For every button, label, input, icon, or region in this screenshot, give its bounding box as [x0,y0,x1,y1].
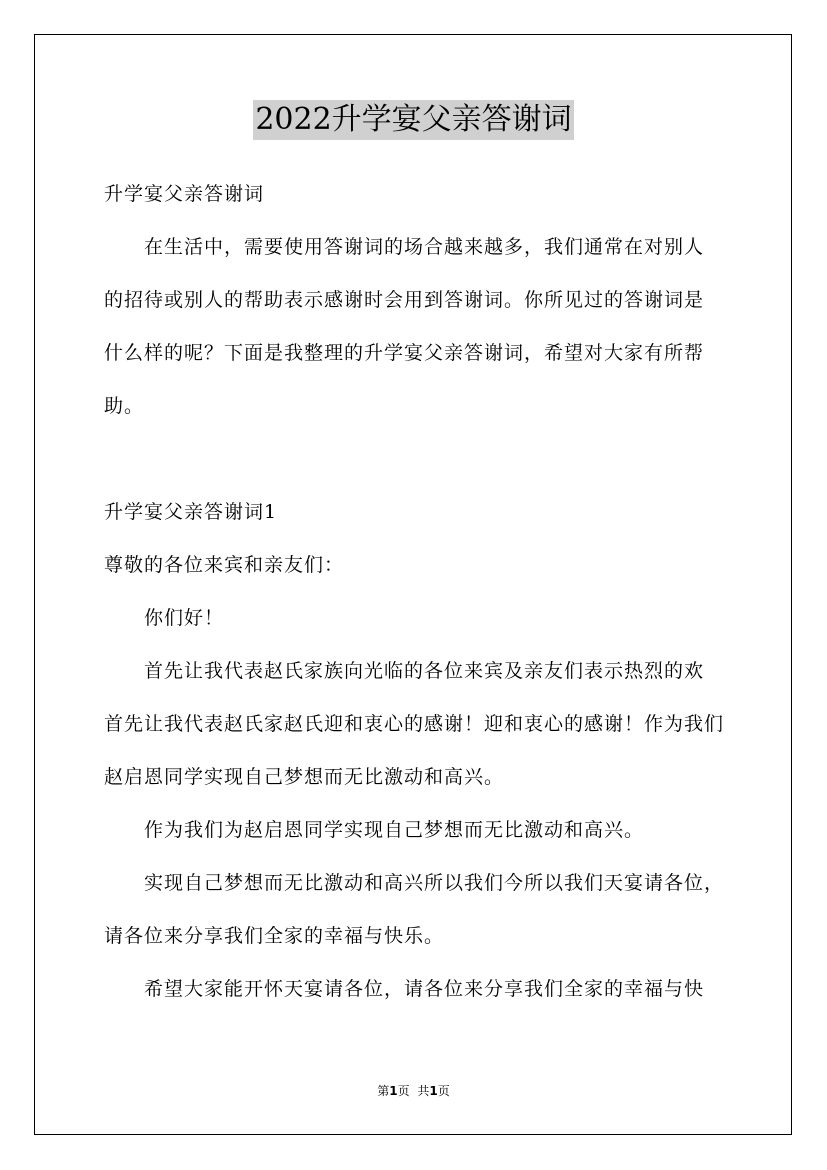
para1-line-1: 首先让我代表赵氏家族向光临的各位来宾及亲友们表示热烈的欢 [144,660,705,682]
para4: 希望大家能开怀天宴请各位，请各位来分享我们全家的幸福与快 [144,978,705,1000]
section-title: 升学宴父亲答谢词1 [104,501,278,523]
footer-total-prefix: 共 [417,1084,430,1098]
greeting: 你们好！ [144,607,225,629]
footer-page-suffix: 页 [397,1084,410,1098]
footer-prefix: 第 [377,1084,390,1098]
intro-line-4: 助。 [104,395,145,417]
intro-line-1: 在生活中，需要使用答谢词的场合越来越多，我们通常在对别人 [144,236,705,258]
heading: 升学宴父亲答谢词 [104,183,265,205]
salutation: 尊敬的各位来宾和亲友们： [104,554,345,576]
footer-total-suffix: 页 [437,1084,450,1098]
spacer [104,433,744,486]
page-footer [0,1082,827,1099]
para1-line-3: 赵启恩同学实现自己梦想而无比激动和高兴。 [104,766,505,788]
intro-line-3: 什么样的呢？下面是我整理的升学宴父亲答谢词，希望对大家有所帮 [104,342,705,364]
para3-line-1: 实现自己梦想而无比激动和高兴所以我们今所以我们天宴请各位， [144,872,725,894]
footer-total-pages: 1 [429,1084,438,1098]
para2: 作为我们为赵启恩同学实现自己梦想而无比激动和高兴。 [144,819,645,841]
document-body [104,168,744,1016]
para3-line-2: 请各位来分享我们全家的幸福与快乐。 [104,925,445,947]
footer-page-number: 1 [389,1084,398,1098]
document-title: 2022升学宴父亲答谢词 [253,100,573,140]
title-container [0,100,827,140]
intro-line-2: 的招待或别人的帮助表示感谢时会用到答谢词。你所见过的答谢词是 [104,289,705,311]
para1-line-2: 首先让我代表赵氏家赵氏迎和衷心的感谢！迎和衷心的感谢！作为我们 [104,713,725,735]
